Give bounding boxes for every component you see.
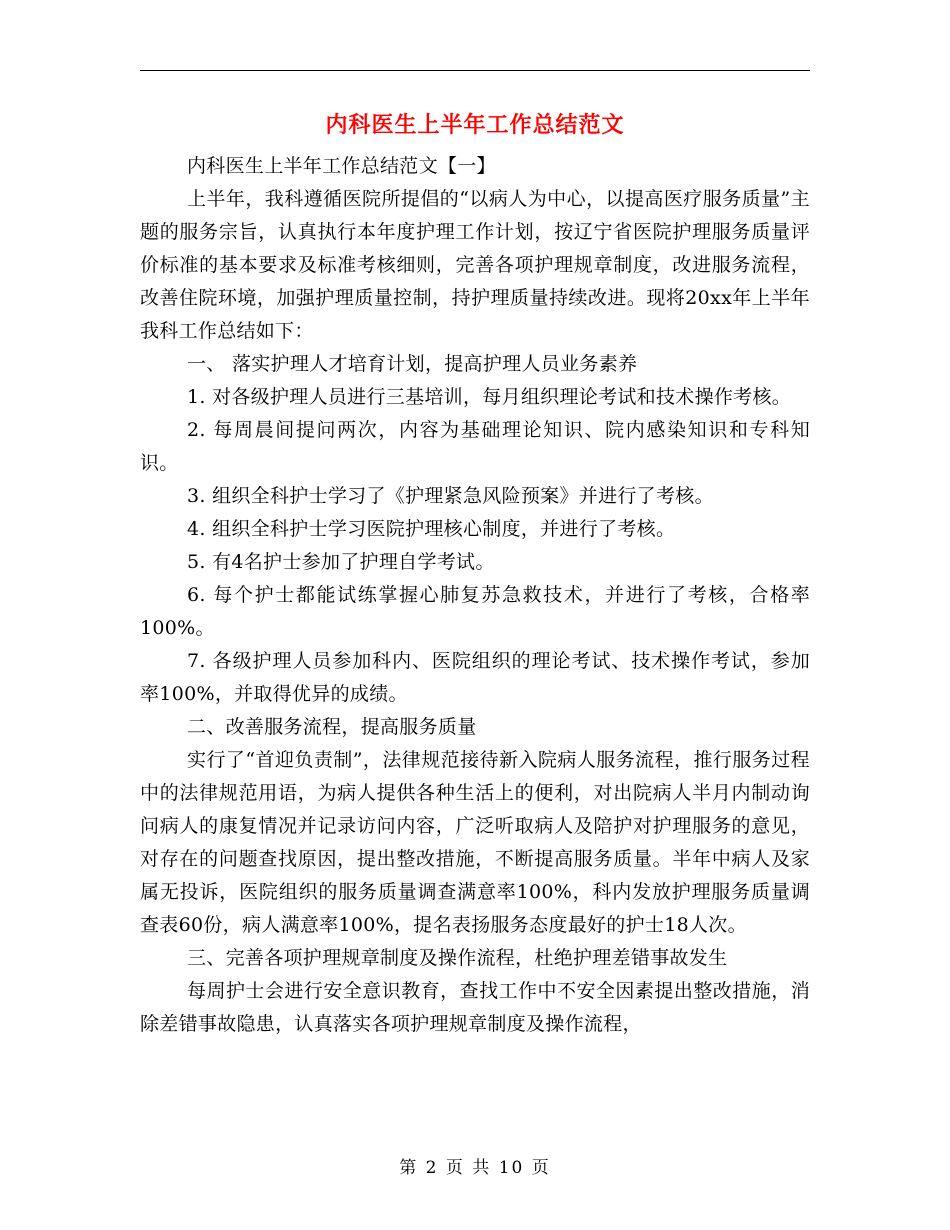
section-heading: 内科医生上半年工作总结范文【一】 <box>187 155 496 177</box>
paragraph: 实行了“首迎负责制”，法律规范接待新入院病人服务流程，推行服务过程中的法律规范用语，为病人提供各种生活上的便利，对出院病人半月内制动询问病人的康复情况并记录访问内容，广泛听取病人及陪护对护理服务的意见，对存在的问题查找原因，提出整改措施，不断提高服务质量。半年中病人及家属无投诉，医院组织的服务质量调查满意率100%，科内发放护理服务质量调查表60份，病人满意率100%，提名表扬服务态度最好的护士18人次。 <box>140 749 810 936</box>
list-item: 1. 对各级护理人员进行三基培训，每月组织理论考试和技术操作考核。 <box>187 386 792 408</box>
list-item: 3. 组织全科护士学习了《护理紧急风险预案》并进行了考核。 <box>187 485 714 507</box>
page-number: 第 2 页 共 10 页 <box>399 1158 551 1178</box>
paragraph: 上半年，我科遵循医院所提倡的“以病人为中心，以提高医疗服务质量”主题的服务宗旨，认真执行本年度护理工作计划，按辽宁省医院护理服务质量评价标准的基本要求及标准考核细则，完善各项护理规章制度，改进服务流程，改善住院环境，加强护理质量控制，持护理质量持续改进。现将20xx年上半年我科工作总结如下： <box>140 188 810 342</box>
section-heading: 三、完善各项护理规章制度及操作流程，杜绝护理差错事故发生 <box>187 947 728 969</box>
list-item: 2. 每周晨间提问两次，内容为基础理论知识、院内感染知识和专科知识。 <box>140 419 810 474</box>
list-item: 5. 有4名护士参加了护理自学考试。 <box>187 551 495 573</box>
section-heading: 一、 落实护理人才培育计划，提高护理人员业务素养 <box>187 353 638 375</box>
paragraph: 每周护士会进行安全意识教育，查找工作中不安全因素提出整改措施，消除差错事故隐患，认真落实各项护理规章制度及操作流程， <box>140 980 810 1035</box>
list-item: 4. 组织全科护士学习医院护理核心制度，并进行了考核。 <box>187 518 676 540</box>
document-body <box>140 150 810 1041</box>
document-title: 内科医生上半年工作总结范文 <box>325 112 625 138</box>
list-item: 6. 每个护士都能试练掌握心肺复苏急救技术，并进行了考核，合格率100%。 <box>140 584 810 639</box>
list-item: 7. 各级护理人员参加科内、医院组织的理论考试、技术操作考试，参加率100%，并取得优异的成绩。 <box>140 650 810 705</box>
section-heading: 二、改善服务流程，提高服务质量 <box>187 716 477 738</box>
header-rule <box>140 70 810 71</box>
